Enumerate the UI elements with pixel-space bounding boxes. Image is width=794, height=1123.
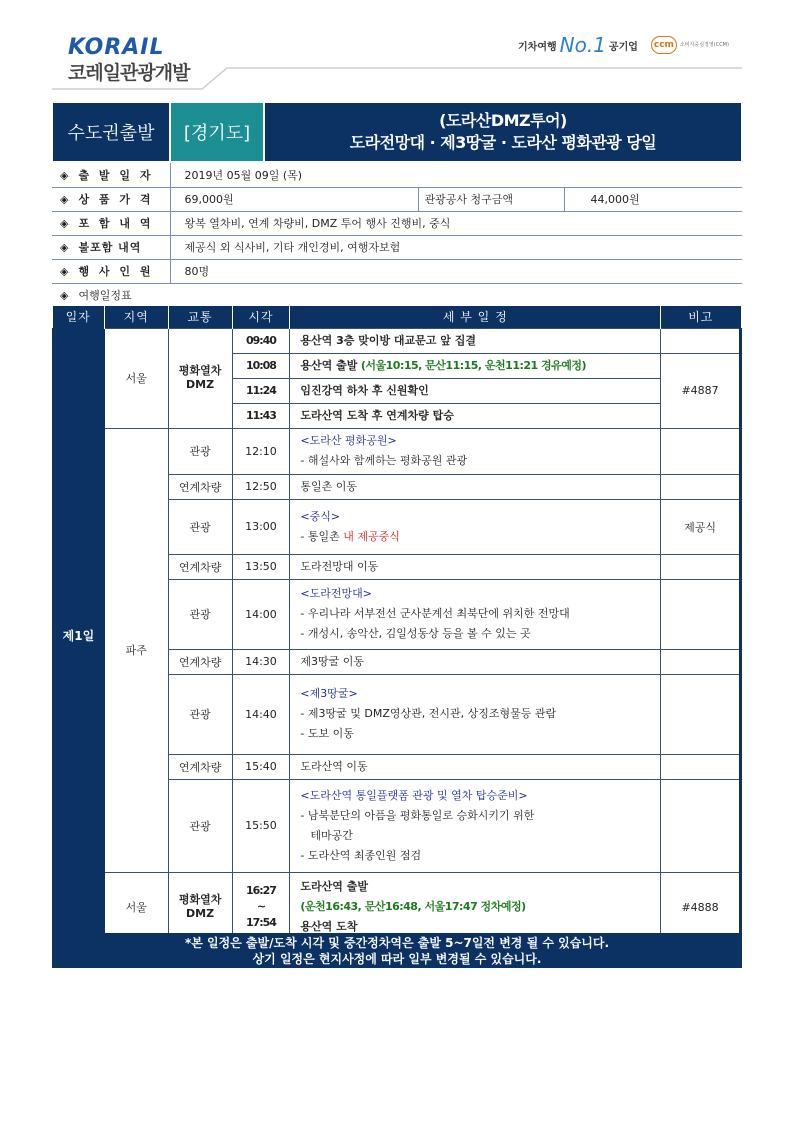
header-region: 지역 [104, 306, 168, 328]
detail-cell [290, 353, 661, 378]
include-label: 포 함 내 역 [78, 217, 154, 230]
detail-cell: 통일촌 이동 [290, 474, 661, 499]
time-cell: 10:08 [232, 353, 290, 378]
info-row-people [52, 259, 742, 283]
time-cell: 12:10 [232, 428, 290, 474]
region-cell-seoul-return: 서울 [104, 872, 168, 942]
time-cell: 13:00 [232, 499, 290, 554]
claim-value: 44,000원 [564, 187, 742, 211]
time-cell: 15:40 [232, 754, 290, 779]
tour-info-table [52, 163, 742, 307]
detail-cell: 도라산역 이동 [290, 754, 661, 779]
remark-cell [661, 779, 741, 872]
exclude-value: 제공식 외 식사비, 기타 개인경비, 여행자보험 [170, 235, 742, 259]
people-label: 행 사 인 원 [78, 265, 154, 278]
detail-line: - 도보 이동 [300, 727, 354, 740]
notice-line1: *본 일정은 출발/도착 시각 및 중간정차역은 출발 5~7일전 변경 될 수 있습니다. [184, 936, 610, 950]
tour-title [264, 102, 742, 162]
remark-cell [661, 554, 741, 579]
header-time: 시각 [232, 306, 290, 328]
transport-cell: 관광 [168, 579, 232, 649]
detail-cell [290, 499, 661, 554]
remark-cell-lunch: 제공식 [661, 499, 741, 554]
time-cell: 14:40 [232, 674, 290, 754]
region-cell-seoul: 서울 [104, 328, 168, 428]
remark-cell-train1: #4887 [661, 353, 741, 428]
tour-title-line2: 도라전망대 · 제3땅굴 · 도라산 평화관광 당일 [349, 133, 657, 152]
detail-cell: 도라산역 도착 후 연계차량 탑승 [290, 403, 661, 428]
detail-title: <도라산 평화공원> [300, 434, 397, 447]
departure-label: 출 발 일 자 [78, 168, 154, 182]
detail-line: - 해설사와 함께하는 평화공원 관광 [300, 454, 468, 467]
remark-cell [661, 754, 741, 779]
remark-cell [661, 579, 741, 649]
detail-title: <도라산역 통일플랫폼 관광 및 열차 탑승준비> [300, 788, 528, 802]
transport-cell: 관광 [168, 499, 232, 554]
time-cell: 11:24 [232, 378, 290, 403]
info-row-departure [52, 163, 742, 187]
remark-cell [661, 428, 741, 474]
detail-line [300, 527, 650, 547]
slogan-prefix: 기차여행 [518, 41, 557, 53]
time-cell: 09:40 [232, 328, 290, 353]
detail-line: 도라산역 출발 [300, 880, 368, 893]
ccm-icon: ccm [651, 36, 677, 54]
detail-line: 테마공간 [310, 828, 353, 842]
diamond-icon: ◈ [60, 265, 69, 278]
time-cell-range [232, 872, 290, 942]
detail-cell [290, 428, 661, 474]
transport-cell-train-return: 평화열차 DMZ [168, 872, 232, 942]
itinerary-label: 여행일정표 [78, 289, 132, 303]
title-banner [52, 102, 742, 162]
remark-cell [661, 649, 741, 674]
ccm-text: 소비자중심경영(CCM) [679, 42, 729, 48]
time-cell: 12:50 [232, 474, 290, 499]
transport-cell: 연계차량 [168, 649, 232, 674]
detail-note: (서울10:15, 문산11:15, 운천11:21 경유예정) [360, 358, 587, 372]
diamond-icon: ◈ [60, 168, 69, 182]
detail-cell [290, 674, 661, 754]
people-value: 80명 [170, 259, 742, 283]
price-label: 상 품 가 격 [78, 193, 154, 206]
region-cell-paju: 파주 [104, 428, 168, 872]
detail-cell: 임진강역 하차 후 신원확인 [290, 378, 661, 403]
price-value: 69,000원 [170, 187, 418, 211]
info-row-price [52, 187, 742, 211]
detail-line-b: 내 제공중식 [343, 529, 400, 543]
detail-main: 용산역 출발 [300, 358, 358, 372]
header-detail: 세 부 일 정 [290, 306, 661, 328]
diamond-icon: ◈ [60, 241, 69, 254]
logo-en-text: KORAIL [68, 35, 165, 60]
header-remark: 비고 [661, 306, 741, 328]
exclude-label: 불포함 내역 [78, 241, 142, 254]
transport-cell: 관광 [168, 428, 232, 474]
detail-line: - 제3땅굴 및 DMZ영상관, 전시관, 상징조형물등 관람 [300, 707, 557, 720]
departure-value: 2019년 05월 09일 (목) [170, 163, 742, 187]
detail-line: 용산역 도착 [300, 920, 358, 933]
schedule-table [52, 306, 742, 943]
table-row [53, 328, 741, 353]
detail-cell [290, 579, 661, 649]
header-day: 일자 [53, 306, 105, 328]
diamond-icon: ◈ [60, 217, 69, 230]
time-cell: 15:50 [232, 779, 290, 872]
detail-cell: 제3땅굴 이동 [290, 649, 661, 674]
remark-cell [661, 674, 741, 754]
ccm-mark [651, 36, 729, 54]
detail-line: - 도라산역 최종인원 점검 [300, 848, 422, 862]
detail-title: <제3땅굴> [300, 687, 358, 700]
time-start: 16:27 [245, 884, 276, 897]
transport-cell: 연계차량 [168, 554, 232, 579]
detail-line-a: - 통일촌 [300, 529, 344, 543]
time-sep: ~ [256, 900, 266, 913]
remark-cell-train2: #4888 [661, 872, 741, 942]
diamond-icon: ◈ [60, 193, 69, 206]
detail-line: - 우리나라 서부전선 군사분계선 최북단에 위치한 전망대 [300, 607, 570, 620]
claim-label: 관광공사 청구금액 [418, 187, 564, 211]
slogan [518, 30, 729, 60]
include-value: 왕복 열차비, 연계 차량비, DMZ 투어 행사 진행비, 중식 [170, 211, 742, 235]
day-cell: 제1일 [53, 328, 105, 942]
detail-title: <도라전망대> [300, 587, 372, 600]
schedule-notice [52, 933, 742, 968]
remark-cell [661, 474, 741, 499]
remark-cell [661, 328, 741, 353]
detail-line: (운천16:43, 문산16:48, 서울17:47 정차예정) [300, 900, 526, 913]
detail-title: <중식> [300, 509, 341, 523]
transport-cell: 관광 [168, 674, 232, 754]
schedule-header [53, 306, 741, 328]
tour-title-line1: (도라산DMZ투어) [439, 111, 567, 130]
transport-cell: 연계차량 [168, 754, 232, 779]
header-swoosh [52, 66, 742, 90]
transport-cell: 연계차량 [168, 474, 232, 499]
province-title: [경기도] [170, 102, 264, 162]
table-row [53, 872, 741, 942]
info-row-include [52, 211, 742, 235]
detail-cell [290, 872, 661, 942]
info-row-itinerary [52, 283, 742, 307]
time-cell: 14:30 [232, 649, 290, 674]
detail-cell: 도라전망대 이동 [290, 554, 661, 579]
region-group-title: 수도권출발 [52, 102, 170, 162]
detail-cell: 용산역 3층 맞이방 대교문고 앞 집결 [290, 328, 661, 353]
logo-ko-text: 코레일관광개발 [68, 62, 190, 84]
slogan-suffix: 공기업 [608, 41, 638, 53]
time-cell: 13:50 [232, 554, 290, 579]
detail-line: - 개성시, 송악산, 김일성동상 등을 볼 수 있는 곳 [300, 627, 531, 640]
diamond-icon: ◈ [60, 289, 69, 303]
detail-cell [290, 779, 661, 872]
transport-cell-train: 평화열차 DMZ [168, 328, 232, 428]
transport-cell: 관광 [168, 779, 232, 872]
info-row-exclude [52, 235, 742, 259]
time-cell: 14:00 [232, 579, 290, 649]
detail-line: - 남북분단의 아픔을 평화통일로 승화시키기 위한 [300, 808, 535, 822]
header-transport: 교통 [168, 306, 232, 328]
slogan-no1: No.1 [559, 33, 606, 57]
time-end: 17:54 [245, 916, 276, 929]
notice-line2: 상기 일정은 현지사정에 따라 일부 변경될 수 있습니다. [252, 952, 542, 966]
table-row [53, 428, 741, 474]
time-cell: 11:43 [232, 403, 290, 428]
